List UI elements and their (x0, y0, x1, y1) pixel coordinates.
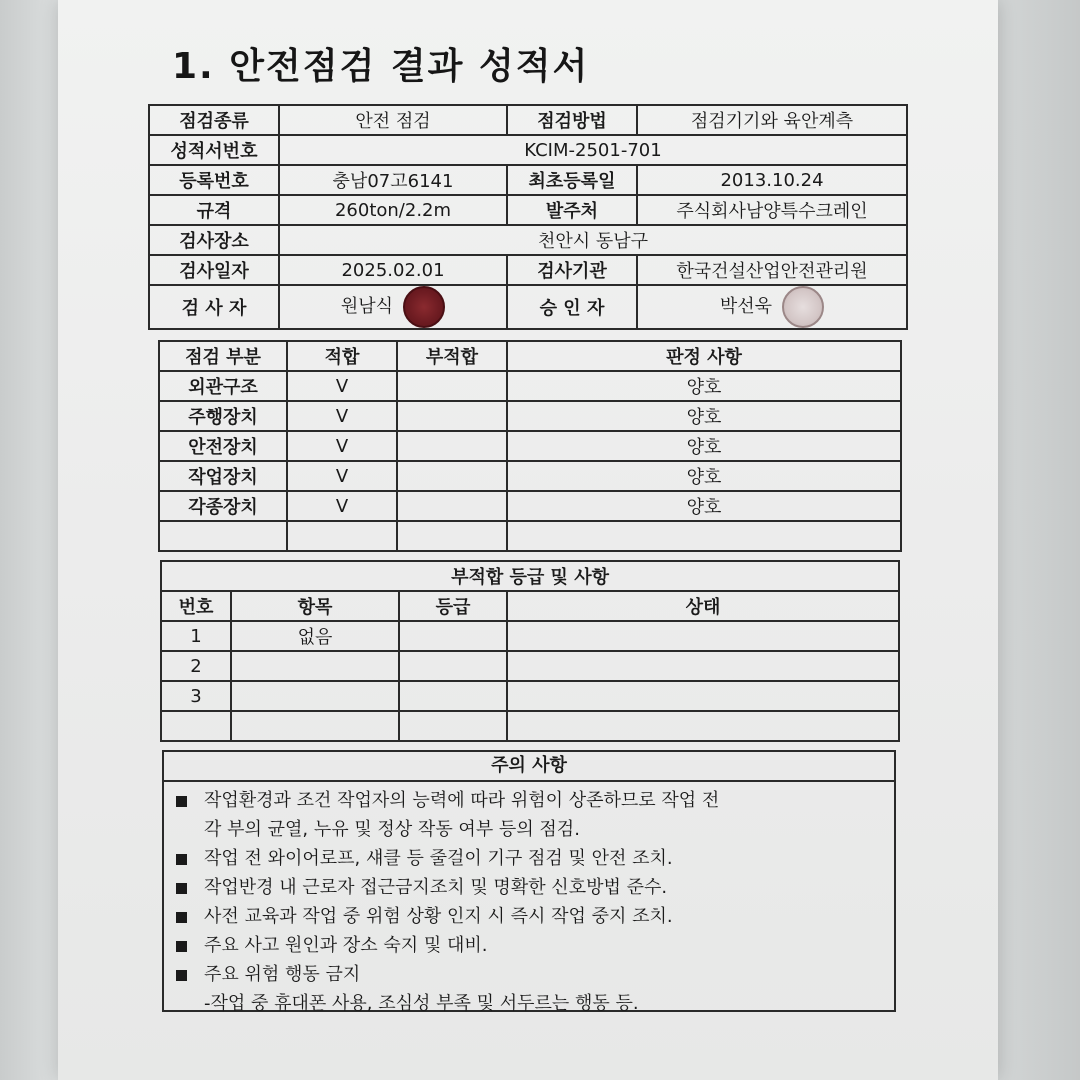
inspection-type-label: 점검종류 (149, 105, 279, 135)
result-pass: V (287, 431, 397, 461)
result-part (159, 521, 287, 551)
first-reg-label: 최초등록일 (507, 165, 637, 195)
approver-seal-icon (782, 286, 824, 328)
notice-item (172, 902, 894, 931)
result-part: 안전장치 (159, 431, 287, 461)
failure-grade (399, 711, 507, 741)
failure-no: 1 (161, 621, 231, 651)
result-pass (287, 521, 397, 551)
failure-no: 3 (161, 681, 231, 711)
info-row-reg (149, 165, 907, 195)
failure-table (160, 560, 900, 742)
inspector-seal-icon (403, 286, 445, 328)
table-row (159, 521, 901, 551)
table-row (161, 711, 899, 741)
result-part: 각종장치 (159, 491, 287, 521)
info-table (148, 104, 908, 330)
result-part: 외관구조 (159, 371, 287, 401)
inspection-method-value: 점검기기와 육안계측 (637, 105, 907, 135)
notice-item-text: 사전 교육과 작업 중 위험 상황 인지 시 즉시 작업 중지 조치. (204, 906, 673, 927)
failure-header-status: 상태 (507, 591, 899, 621)
failure-status (507, 651, 899, 681)
inspector-value: 원남식 (340, 296, 394, 317)
site-label: 검사장소 (149, 225, 279, 255)
result-pass: V (287, 371, 397, 401)
info-row-date (149, 255, 907, 285)
failure-item: 없음 (231, 621, 399, 651)
report-no-value: KCIM-2501-701 (279, 135, 907, 165)
failure-item (231, 681, 399, 711)
agency-value: 한국건설산업안전관리원 (637, 255, 907, 285)
client-label: 발주처 (507, 195, 637, 225)
table-row (159, 431, 901, 461)
result-judgment: 양호 (507, 401, 901, 431)
notice-box (162, 750, 896, 1012)
document-title: 1. 안전점검 결과 성적서 (172, 46, 590, 87)
table-row (159, 371, 901, 401)
info-row-site (149, 225, 907, 255)
notice-item-text: 주요 위험 행동 금지 (204, 964, 361, 985)
notice-item (172, 873, 894, 902)
failure-grade (399, 681, 507, 711)
result-fail (397, 491, 507, 521)
table-row (161, 651, 899, 681)
result-judgment: 양호 (507, 431, 901, 461)
notice-item-text: -작업 중 휴대폰 사용, 조심성 부족 및 서두르는 행동 등. (204, 993, 639, 1014)
failure-status (507, 711, 899, 741)
result-fail (397, 431, 507, 461)
notice-item (172, 989, 894, 1018)
failure-item (231, 711, 399, 741)
info-row-type (149, 105, 907, 135)
approver-label: 승 인 자 (507, 285, 637, 329)
notice-item (172, 931, 894, 960)
failure-no (161, 711, 231, 741)
site-value: 천안시 동남구 (279, 225, 907, 255)
reg-no-value: 충남07고6141 (279, 165, 507, 195)
result-pass: V (287, 491, 397, 521)
failure-header-row (161, 591, 899, 621)
failure-title: 부적합 등급 및 사항 (161, 561, 899, 591)
result-judgment (507, 521, 901, 551)
result-pass: V (287, 401, 397, 431)
approver-cell (637, 285, 907, 329)
agency-label: 검사기관 (507, 255, 637, 285)
square-bullet-icon (176, 796, 187, 807)
result-header-fail: 부적합 (397, 341, 507, 371)
inspection-method-label: 점검방법 (507, 105, 637, 135)
notice-item-text: 주요 사고 원인과 장소 숙지 및 대비. (204, 935, 488, 956)
date-label: 검사일자 (149, 255, 279, 285)
failure-status (507, 621, 899, 651)
notice-item-text: 작업반경 내 근로자 접근금지조치 및 명확한 신호방법 준수. (204, 877, 668, 898)
table-row (161, 621, 899, 651)
square-bullet-icon (176, 941, 187, 952)
date-value: 2025.02.01 (279, 255, 507, 285)
table-row (161, 681, 899, 711)
result-part: 작업장치 (159, 461, 287, 491)
notice-item (172, 786, 894, 815)
result-part: 주행장치 (159, 401, 287, 431)
failure-status (507, 681, 899, 711)
failure-grade (399, 651, 507, 681)
notice-title: 주의 사항 (164, 752, 894, 782)
result-header-judgment: 판정 사항 (507, 341, 901, 371)
approver-value: 박선욱 (719, 296, 773, 317)
result-fail (397, 371, 507, 401)
notice-item-text: 작업 전 와이어로프, 섀클 등 줄걸이 기구 점검 및 안전 조치. (204, 848, 673, 869)
result-judgment: 양호 (507, 461, 901, 491)
square-bullet-icon (176, 912, 187, 923)
table-row (159, 401, 901, 431)
failure-item (231, 651, 399, 681)
failure-grade (399, 621, 507, 651)
result-header-row (159, 341, 901, 371)
result-fail (397, 521, 507, 551)
notice-item-text: 작업환경과 조건 작업자의 능력에 따라 위험이 상존하므로 작업 전 (204, 790, 720, 811)
failure-no: 2 (161, 651, 231, 681)
reg-no-label: 등록번호 (149, 165, 279, 195)
square-bullet-icon (176, 883, 187, 894)
info-row-report (149, 135, 907, 165)
failure-header-item: 항목 (231, 591, 399, 621)
info-row-signers (149, 285, 907, 329)
client-value: 주식회사남양특수크레인 (637, 195, 907, 225)
info-row-spec (149, 195, 907, 225)
notice-item (172, 815, 894, 844)
failure-header-no: 번호 (161, 591, 231, 621)
notice-item-text: 각 부의 균열, 누유 및 정상 작동 여부 등의 점검. (204, 819, 580, 840)
square-bullet-icon (176, 970, 187, 981)
notice-item (172, 960, 894, 989)
result-pass: V (287, 461, 397, 491)
failure-header-grade: 등급 (399, 591, 507, 621)
first-reg-value: 2013.10.24 (637, 165, 907, 195)
spec-label: 규격 (149, 195, 279, 225)
notice-list (164, 782, 894, 1018)
inspector-cell (279, 285, 507, 329)
result-judgment: 양호 (507, 371, 901, 401)
result-judgment: 양호 (507, 491, 901, 521)
result-header-pass: 적합 (287, 341, 397, 371)
notice-item (172, 844, 894, 873)
inspection-type-value: 안전 점검 (279, 105, 507, 135)
report-no-label: 성적서번호 (149, 135, 279, 165)
spec-value: 260ton/2.2m (279, 195, 507, 225)
result-fail (397, 401, 507, 431)
inspector-label: 검 사 자 (149, 285, 279, 329)
table-row (159, 491, 901, 521)
square-bullet-icon (176, 854, 187, 865)
table-row (159, 461, 901, 491)
result-table (158, 340, 902, 552)
result-header-part: 점검 부분 (159, 341, 287, 371)
result-fail (397, 461, 507, 491)
failure-title-row (161, 561, 899, 591)
